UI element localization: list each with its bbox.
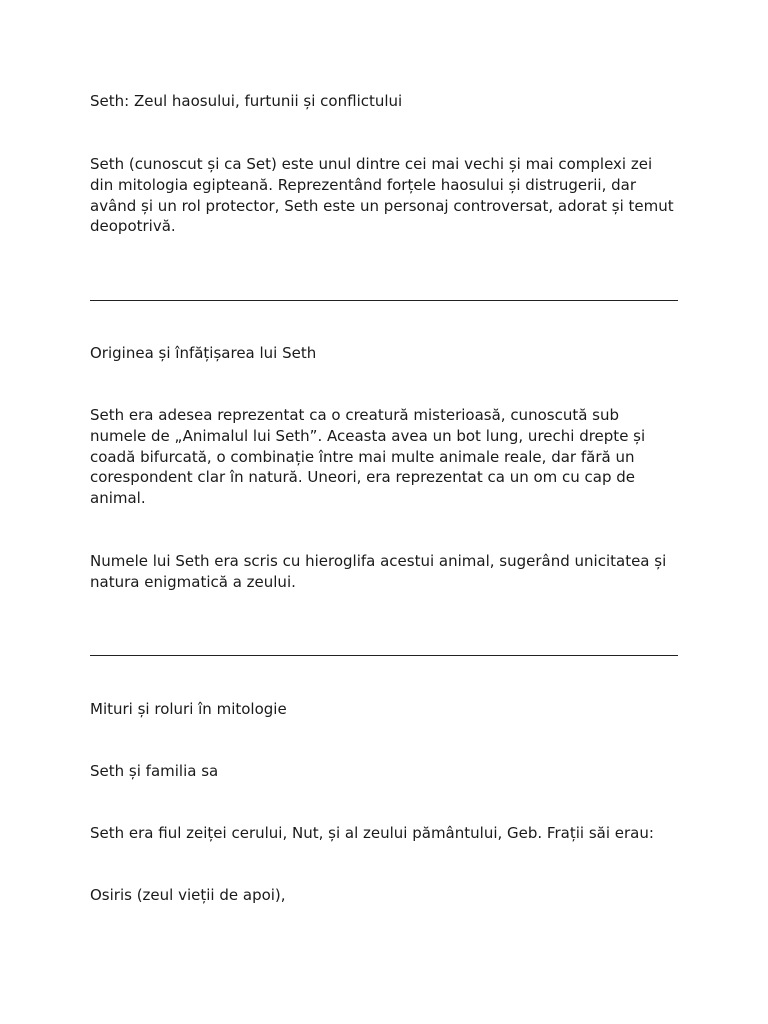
family-paragraph: Seth era fiul zeiței cerului, Nut, și al zeului pământului, Geb. Frații săi erau: [90,824,654,842]
section-divider [90,655,678,656]
subheading-family: Seth și familia sa [90,762,219,780]
origin-paragraph-1: Seth era adesea reprezentat ca o creatură misterioasă, cunoscută sub numele de „Animalul lui Seth”. Aceasta avea un bot lung, urechi drepte și coadă bifurcată, o combinație între mai multe animale reale, dar fără un corespondent clar în natură. Uneori, era reprezentat ca un om cu cap de animal. [90,406,646,508]
intro-paragraph: Seth (cunoscut și ca Set) este unul dintre cei mai vechi și mai complexi zei din mitologia egipteană. Reprezentând forțele haosului și distrugerii, dar având și un rol protector, Seth este un personaj controversat, adorat și temut deopotrivă. [90,155,674,236]
section-divider [90,300,678,301]
section-heading-myths: Mituri și roluri în mitologie [90,700,287,718]
section-heading-origin: Originea și înfățișarea lui Seth [90,344,317,362]
origin-paragraph-2: Numele lui Seth era scris cu hieroglifa acestui animal, sugerând unicitatea și natura enigmatică a zeului. [90,552,667,591]
document-title: Seth: Zeul haosului, furtunii și conflictului [90,92,403,110]
list-item: Osiris (zeul vieții de apoi), [90,886,286,904]
